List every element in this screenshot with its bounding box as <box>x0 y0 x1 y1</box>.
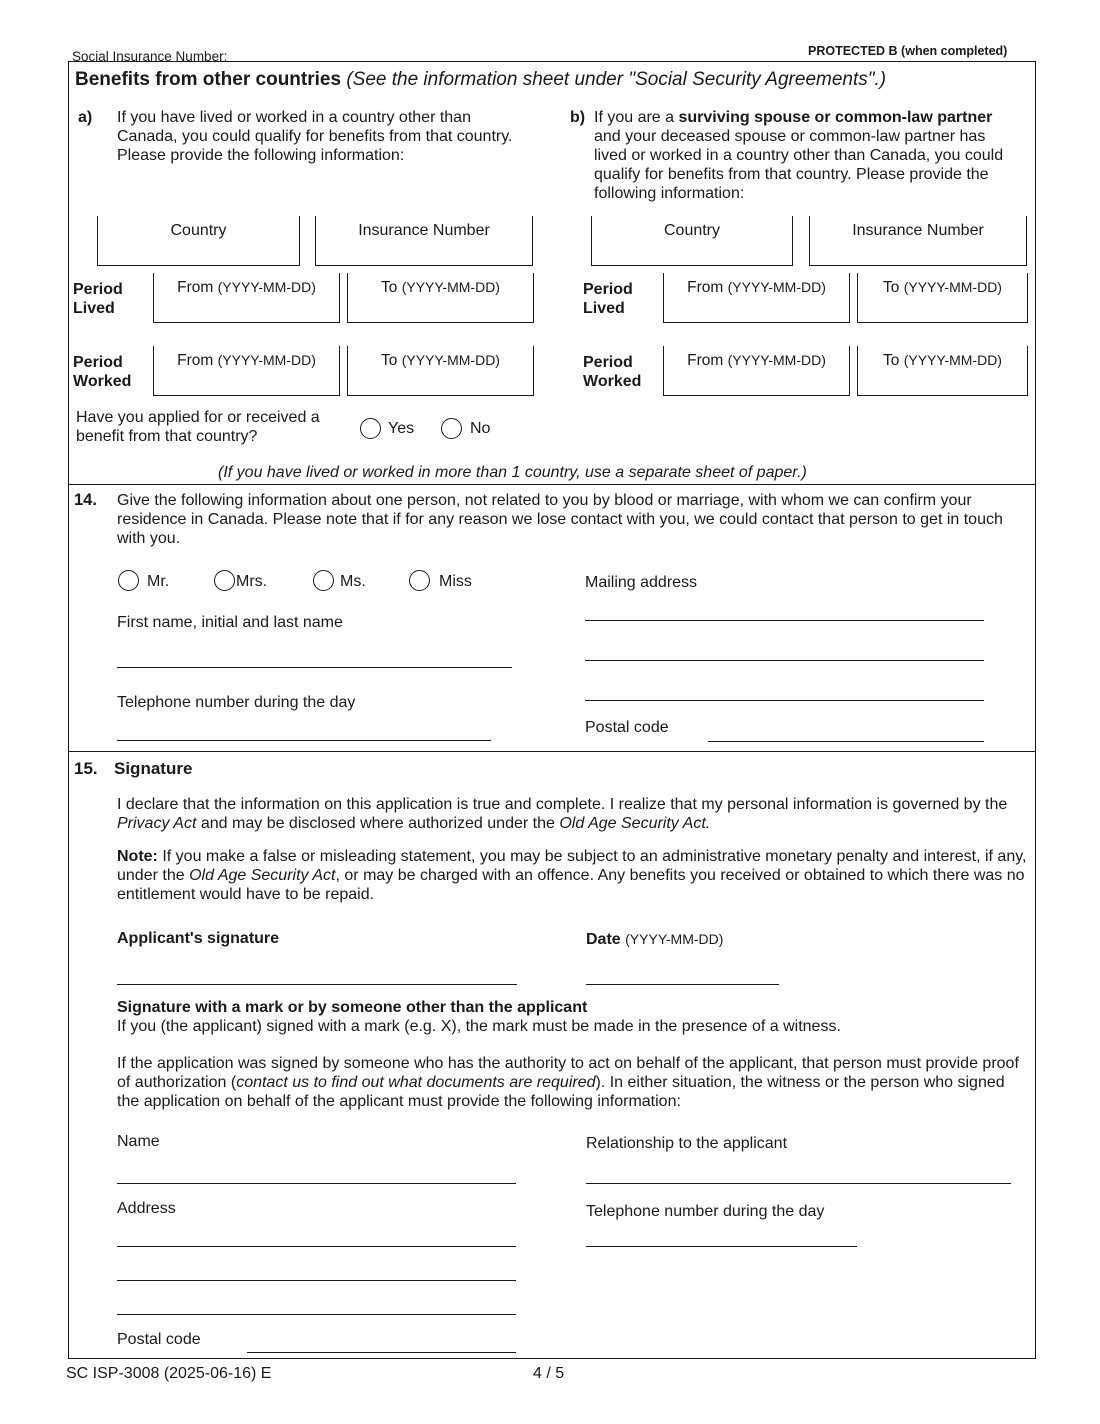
witness-name-label: Name <box>117 1133 160 1150</box>
to-label <box>348 352 533 370</box>
authority-italic: contact us to find out what documents are required <box>236 1074 596 1091</box>
witness-postal-label: Postal code <box>117 1331 201 1348</box>
date-format: (YYYY-MM-DD) <box>903 352 1002 368</box>
authority-part-1: If the application was signed by someone who has the authority to act on behalf of the applicant, that person must provide proof of authorization ( <box>117 1055 1019 1091</box>
witness-address-line-3[interactable] <box>117 1314 516 1315</box>
to-word: To <box>883 279 900 296</box>
date-format: (YYYY-MM-DD) <box>217 279 316 295</box>
title-mrs-label: Mrs. <box>236 573 268 590</box>
title-ms-radio[interactable] <box>313 570 334 591</box>
privacy-act: Privacy Act <box>117 815 197 832</box>
date-label: Date <box>586 931 621 948</box>
note-oas-act: Old Age Security Act <box>189 867 336 884</box>
authority-text <box>117 1054 1027 1111</box>
note-label: Note: <box>117 848 158 865</box>
from-label <box>154 352 339 370</box>
date-format: (YYYY-MM-DD) <box>727 352 826 368</box>
period-worked-b-label: Period Worked <box>583 354 642 390</box>
date-format: (YYYY-MM-DD) <box>401 352 500 368</box>
to-word: To <box>883 352 900 369</box>
date-field[interactable] <box>586 984 779 985</box>
witness-phone-field[interactable] <box>586 1246 857 1247</box>
applied-no-label: No <box>470 420 491 437</box>
to-word: To <box>381 279 398 296</box>
part-b-letter: b) <box>570 109 586 126</box>
title-mr-label: Mr. <box>147 573 170 590</box>
mailing-address-line-3[interactable] <box>585 700 984 701</box>
mailing-address-line-2[interactable] <box>585 660 984 661</box>
period-worked-to-b-field[interactable] <box>857 346 1028 396</box>
mark-title: Signature with a mark or by someone other than the applicant <box>117 999 588 1016</box>
reference-name-label: First name, initial and last name <box>117 614 343 631</box>
from-label <box>154 279 339 297</box>
section-divider <box>68 484 1036 485</box>
witness-phone-label: Telephone number during the day <box>586 1203 825 1220</box>
date-format: (YYYY-MM-DD) <box>903 279 1002 295</box>
part-a-text: If you have lived or worked in a country other than Canada, you could qualify for benefits from that country. Please provide the following information: <box>117 109 513 164</box>
from-label <box>664 352 849 370</box>
note-part-1: If you make a false or misleading statement, you may be subject to an administrative monetary penalty and interest, if any, under the <box>117 848 1027 884</box>
reference-name-field[interactable] <box>117 667 512 668</box>
from-word: From <box>177 352 214 369</box>
authority-part-2: ). In either situation, the witness or the person who signed the application on behalf of the applicant must provide the following information: <box>117 1074 1005 1110</box>
reference-postal-label: Postal code <box>585 719 669 736</box>
form-id: SC ISP-3008 (2025-06-16) E <box>66 1365 272 1382</box>
page-number: 4 / 5 <box>533 1365 565 1382</box>
relationship-label: Relationship to the applicant <box>586 1135 788 1152</box>
section-13-title-row <box>75 69 886 91</box>
title-miss-label: Miss <box>439 573 472 590</box>
insurance-a-label: Insurance Number <box>358 222 490 239</box>
period-worked-a-label: Period Worked <box>73 354 132 390</box>
period-lived-b-label: Period Lived <box>583 281 633 317</box>
to-label <box>348 279 533 297</box>
to-label <box>858 352 1027 370</box>
from-word: From <box>687 279 724 296</box>
title-mrs-radio[interactable] <box>214 570 235 591</box>
part-a-letter: a) <box>78 109 93 126</box>
period-lived-from-b-field[interactable] <box>663 273 850 323</box>
section-14-number: 14. <box>74 491 97 509</box>
applied-question: Have you applied for or received a benefit from that country? <box>76 409 320 445</box>
declaration-text <box>117 795 1027 833</box>
witness-name-field[interactable] <box>117 1183 516 1184</box>
applicant-signature-field[interactable] <box>117 984 517 985</box>
note-part-2: , or may be charged with an offence. Any benefits you received or obtained to which there was no entitlement would have to be repaid. <box>117 867 1025 903</box>
to-label <box>858 279 1027 297</box>
country-a-field[interactable] <box>97 216 300 266</box>
date-format: (YYYY-MM-DD) <box>625 931 724 947</box>
section-14-text: Give the following information about one person, not related to you by blood or marriage, with whom we can confirm your residence in Canada. Please note that if for any reason we lose contact with you, we could contact that person to get in touch with you. <box>117 492 1003 547</box>
note-text <box>117 847 1027 904</box>
applied-yes-radio[interactable] <box>360 418 381 439</box>
period-lived-to-b-field[interactable] <box>857 273 1028 323</box>
insurance-a-field[interactable] <box>315 216 533 266</box>
country-b-label: Country <box>663 222 721 239</box>
reference-phone-label: Telephone number during the day <box>117 694 356 711</box>
declaration-part-1: I declare that the information on this application is true and complete. I realize that my personal information is governed by the <box>117 796 1008 813</box>
witness-postal-field[interactable] <box>247 1352 516 1353</box>
title-miss-radio[interactable] <box>409 570 430 591</box>
period-worked-from-a-field[interactable] <box>153 346 340 396</box>
oas-act: Old Age Security Act. <box>559 815 711 832</box>
reference-postal-field[interactable] <box>708 741 984 742</box>
part-b-text-after: and your deceased spouse or common-law partner has lived or worked in a country other than Canada, you could qualify for benefits from that country. Please provide the following information: <box>594 128 1004 202</box>
date-format: (YYYY-MM-DD) <box>401 279 500 295</box>
section-15-title: Signature <box>114 759 193 778</box>
title-mr-radio[interactable] <box>118 570 139 591</box>
part-b-text-before: If you are a <box>594 109 675 126</box>
applicant-signature-label: Applicant's signature <box>117 930 280 947</box>
from-word: From <box>177 279 214 296</box>
date-format: (YYYY-MM-DD) <box>217 352 316 368</box>
from-word: From <box>687 352 724 369</box>
period-lived-from-a-field[interactable] <box>153 273 340 323</box>
part-b-text <box>594 108 1014 203</box>
country-a-label: Country <box>170 222 227 239</box>
part-b-text-bold: surviving spouse or common-law partner <box>678 109 993 126</box>
insurance-b-label: Insurance Number <box>852 222 984 239</box>
insurance-b-field[interactable] <box>809 216 1027 266</box>
date-format: (YYYY-MM-DD) <box>727 279 826 295</box>
section-13-title: Benefits from other countries <box>75 69 342 90</box>
section-13-title-note: (See the information sheet under "Social Security Agreements".) <box>346 69 887 90</box>
section-15-number: 15. <box>74 759 98 778</box>
period-lived-a-label: Period Lived <box>73 281 123 317</box>
date-label-row <box>586 930 723 949</box>
protected-label: PROTECTED B (when completed) <box>808 44 1008 58</box>
title-ms-label: Ms. <box>340 573 366 590</box>
section-divider <box>68 751 1036 752</box>
relationship-field[interactable] <box>586 1183 1011 1184</box>
declaration-part-2: and may be disclosed where authorized under the <box>200 815 555 832</box>
separate-sheet-note: (If you have lived or worked in more than 1 country, use a separate sheet of paper.) <box>218 464 807 481</box>
period-worked-from-b-field[interactable] <box>663 346 850 396</box>
reference-phone-field[interactable] <box>117 740 491 741</box>
mark-text: If you (the applicant) signed with a mark (e.g. X), the mark must be made in the presence of a witness. <box>117 1018 841 1035</box>
applied-no-radio[interactable] <box>441 418 462 439</box>
sin-label: Social Insurance Number: <box>72 49 228 64</box>
period-worked-to-a-field[interactable] <box>347 346 534 396</box>
witness-address-line-1[interactable] <box>117 1246 516 1247</box>
country-b-field[interactable] <box>591 216 793 266</box>
mailing-address-label: Mailing address <box>585 574 698 591</box>
from-label <box>664 279 849 297</box>
period-lived-to-a-field[interactable] <box>347 273 534 323</box>
applied-yes-label: Yes <box>388 420 415 437</box>
mailing-address-line-1[interactable] <box>585 620 984 621</box>
to-word: To <box>381 352 398 369</box>
witness-address-label: Address <box>117 1200 176 1217</box>
witness-address-line-2[interactable] <box>117 1280 516 1281</box>
